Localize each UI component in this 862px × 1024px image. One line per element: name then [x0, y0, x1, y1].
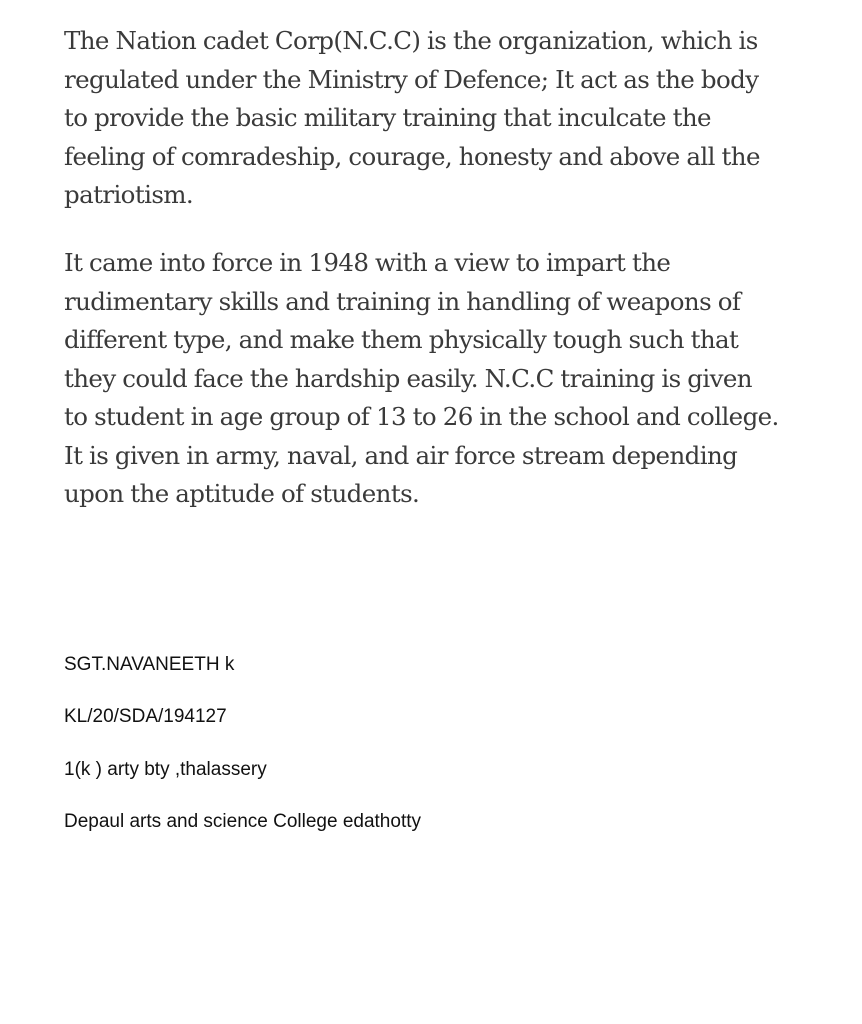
text-line: upon the aptitude of students. [64, 479, 420, 508]
signature-name: SGT.NAVANEETH k [64, 654, 235, 675]
text-line: It is given in army, naval, and air force stream depending [64, 440, 738, 470]
text-line: rudimentary skills and training in handling of weapons of [64, 286, 741, 316]
paragraph-ncc-history [64, 244, 804, 514]
text-line: they could face the hardship easily. N.C.C training is given [64, 363, 752, 393]
text-line: It came into force in 1948 with a view to impart the [64, 248, 671, 277]
text-line: different type, and make them physically tough such that [64, 325, 739, 354]
text-line: patriotism. [64, 180, 194, 209]
text-line: The Nation cadet Corp(N.C.C) is the organization, which is [64, 26, 758, 55]
signature-unit: 1(k ) arty bty ,thalassery [64, 759, 267, 780]
signature-institution: Depaul arts and science College edathotty [64, 811, 422, 832]
text-line: to provide the basic military training that inculcate the [64, 103, 711, 132]
text-line: regulated under the Ministry of Defence; It act as the body [64, 64, 759, 94]
paragraph-ncc-introduction [64, 22, 804, 215]
signature-regimental-number: KL/20/SDA/194127 [64, 706, 227, 727]
text-line: to student in age group of 13 to 26 in the school and college. [64, 402, 779, 431]
text-line: feeling of comradeship, courage, honesty and above all the [64, 141, 760, 171]
